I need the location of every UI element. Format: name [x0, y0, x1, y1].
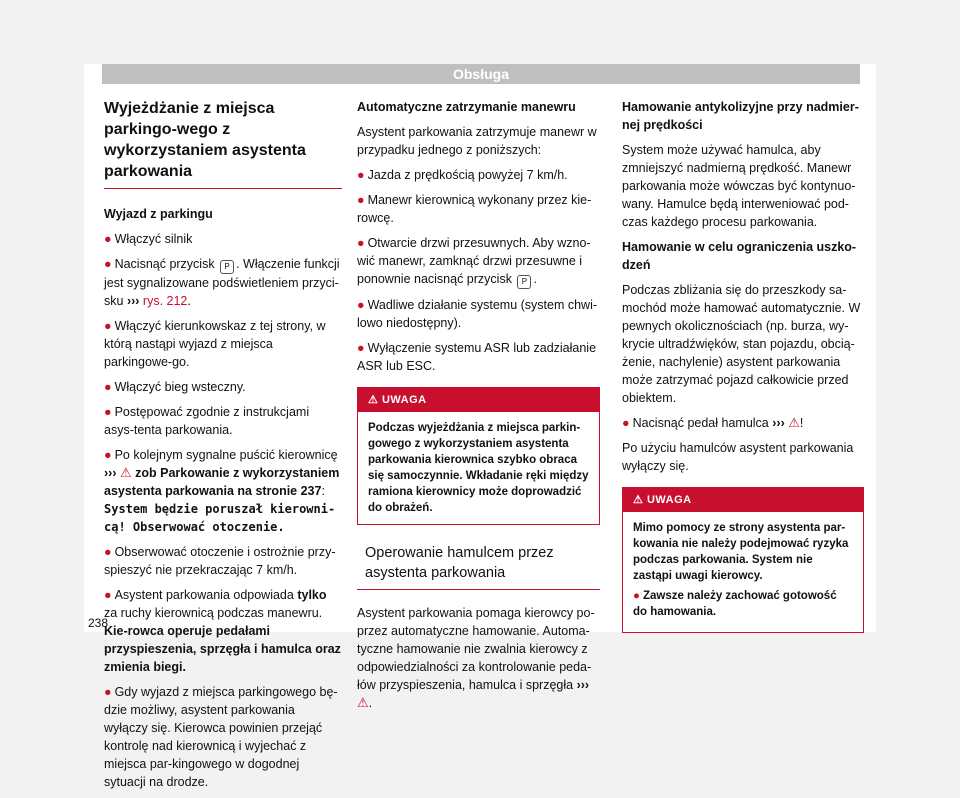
figure-link[interactable]: rys. 212: [142, 294, 188, 308]
column-right: [622, 98, 864, 651]
subheading: Hamowanie antykolizyjne przy nadmier-nej prędkości: [622, 100, 859, 132]
list-item: ● Asystent parkowania odpowiada tylko za ruchy kierownicą podczas manewru. Kie-rowca operuje pedałami przyspieszenia, sprzęgła i hamulca oraz zmienia biegi.: [104, 588, 341, 674]
warning-icon: ⚠: [357, 695, 369, 710]
reference-arrow-icon: ›››: [126, 294, 140, 308]
paragraph: Po użyciu hamulców asystent parkowania wyłączy się.: [622, 441, 854, 473]
reference-arrow-icon: ›››: [772, 416, 785, 430]
paragraph: Asystent parkowania pomaga kierowcy po-przez automatyczne hamowanie. Automa-tyczne hamowanie nie zwalnia kierowcy z odpowiedzialności za kontrolowanie peda-łów przyspieszenia, hamulca i sprzęgła ››› ⚠.: [357, 606, 595, 710]
reference-arrow-icon: ›››: [104, 466, 117, 480]
list-item: ● Manewr kierownicą wykonany przez kie-rowcę.: [357, 193, 592, 225]
bullet-icon: ●: [357, 341, 365, 355]
list-item: ● Włączyć kierunkowskaz z tej strony, w którą nastąpi wyjazd z miejsca parkingowe-go.: [104, 319, 326, 369]
bullet-icon: ●: [104, 319, 112, 333]
page-number: 238: [88, 616, 109, 630]
list-item: ● Włączyć bieg wsteczny.: [104, 380, 246, 394]
bullet-icon: ●: [104, 405, 112, 419]
warning-box: [622, 487, 864, 633]
subheading: Hamowanie w celu ograniczenia uszko-dzeń: [622, 240, 857, 272]
list-item: ● Wadliwe działanie systemu (system chwi-lowo niedostępny).: [357, 298, 598, 330]
list-item: ● Gdy wyjazd z miejsca parkingowego bę-dzie możliwy, asystent parkowania wyłączy się. Kierowca powinien przejąć kontrolę nad kierownicą i wyjechać z miejsca par-kingowego w dogodnej sytuacji na drodze.: [104, 685, 338, 789]
list-item: ● Po kolejnym sygnalne puścić kierownicę ››› ⚠ zob Parkowanie z wykorzystaniem asystenta parkowania na stronie 237: System będzie poruszał kierowni-cą! Obserwować otoczenie.: [104, 448, 340, 534]
column-left: [104, 98, 342, 798]
bullet-icon: ●: [622, 416, 630, 430]
warning-text: Mimo pomocy ze strony asystenta par-kowania nie należy podejmować ryzyka podczas parkowania. System nie zastąpi uwagi kierowcy. ● Zawsze należy zachować gotowość do hamowania.: [633, 522, 849, 618]
list-item: ● Otwarcie drzwi przesuwnych. Aby wzno-wić manewr, zamknąć drzwi przesuwne i ponownie nacisnąć przycisk P .: [357, 234, 600, 289]
bullet-icon: ●: [104, 448, 112, 462]
bullet-icon: ●: [104, 685, 112, 699]
subheading: Wyjazd z parkingu: [104, 207, 213, 221]
bullet-icon: ●: [357, 298, 365, 312]
list-item: ● Wyłączenie systemu ASR lub zadziałanie ASR lub ESC.: [357, 341, 597, 373]
reference-arrow-icon: ›››: [576, 678, 590, 692]
section-title: Wyjeżdżanie z miejsca parkingo-wego z wykorzystaniem asystenta parkowania: [104, 98, 342, 189]
warning-text: Podczas wyjeżdżania z miejsca parkin-gowego z wykorzystaniem asystenta parkowania kierownica szybko obraca się samoczynnie. Wkładanie ręki między ramiona kierownicy może doprowadzić do obrażeń.: [368, 422, 589, 514]
warning-header: ⚠ UWAGA: [358, 388, 599, 412]
cross-reference-link[interactable]: zob Parkowanie z wykorzystaniem asystenta parkowania na stronie 237: [104, 466, 340, 498]
bullet-icon: ●: [104, 588, 112, 602]
section-title: Operowanie hamulcem przez asystenta parkowania: [357, 543, 600, 590]
list-item: ● Nacisnąć przycisk P . Włączenie funkcji jest sygnalizowane podświetleniem przyci-sku ››› rys. 212.: [104, 257, 340, 308]
paragraph: System może używać hamulca, aby zmniejszyć nadmierną prędkość. Manewr parkowania może wówczas być kontynuo-wany. Hamulce będą interweniować pod-czas każdego procesu parkowania.: [622, 143, 856, 229]
subheading: Automatyczne zatrzymanie manewru: [357, 100, 576, 114]
park-assist-button-icon: P: [517, 275, 531, 289]
display-message: System będzie poruszał kierowni-cą! Obserwować otoczenie.: [104, 502, 336, 534]
bullet-icon: ●: [633, 590, 640, 602]
list-item: ● Nacisnąć pedał hamulca ››› ⚠!: [622, 415, 804, 430]
warning-icon: ⚠: [119, 465, 132, 480]
paragraph: Podczas zbliżania się do przeszkody sa-mochód może hamować automatycznie. W pewnych okolicznościach (np. burza, wy-krycie ultradźwięków, stan pojazdu, obcią-żenie, nachylenie) asystent parkowania może zatrzymać pojazd całkowicie przed obiektem.: [622, 283, 861, 405]
list-item: ● Jazda z prędkością powyżej 7 km/h.: [357, 168, 568, 182]
bullet-icon: ●: [104, 545, 112, 559]
park-assist-button-icon: P: [220, 260, 234, 274]
manual-page: [84, 64, 876, 789]
warning-box: [357, 387, 600, 525]
warning-header: ⚠ UWAGA: [623, 488, 863, 512]
list-item: ● Obserwować otoczenie i ostrożnie przy-spieszyć nie przekraczając 7 km/h.: [104, 545, 336, 577]
bullet-icon: ●: [104, 380, 112, 394]
warning-icon: ⚠: [788, 415, 800, 430]
bullet-icon: ●: [357, 168, 365, 182]
list-item: ● Włączyć silnik: [104, 232, 193, 246]
list-item: ● Postępować zgodnie z instrukcjami asys-tenta parkowania.: [104, 405, 310, 437]
warning-icon: ⚠: [633, 494, 644, 506]
bullet-icon: ●: [104, 257, 112, 271]
column-middle: [357, 98, 600, 719]
paragraph: Asystent parkowania zatrzymuje manewr w przypadku jednego z poniższych:: [357, 125, 597, 157]
bullet-icon: ●: [357, 236, 365, 250]
bullet-icon: ●: [104, 232, 112, 246]
warning-icon: ⚠: [368, 394, 379, 406]
chapter-header: Obsługa: [102, 64, 860, 84]
bullet-icon: ●: [357, 193, 365, 207]
